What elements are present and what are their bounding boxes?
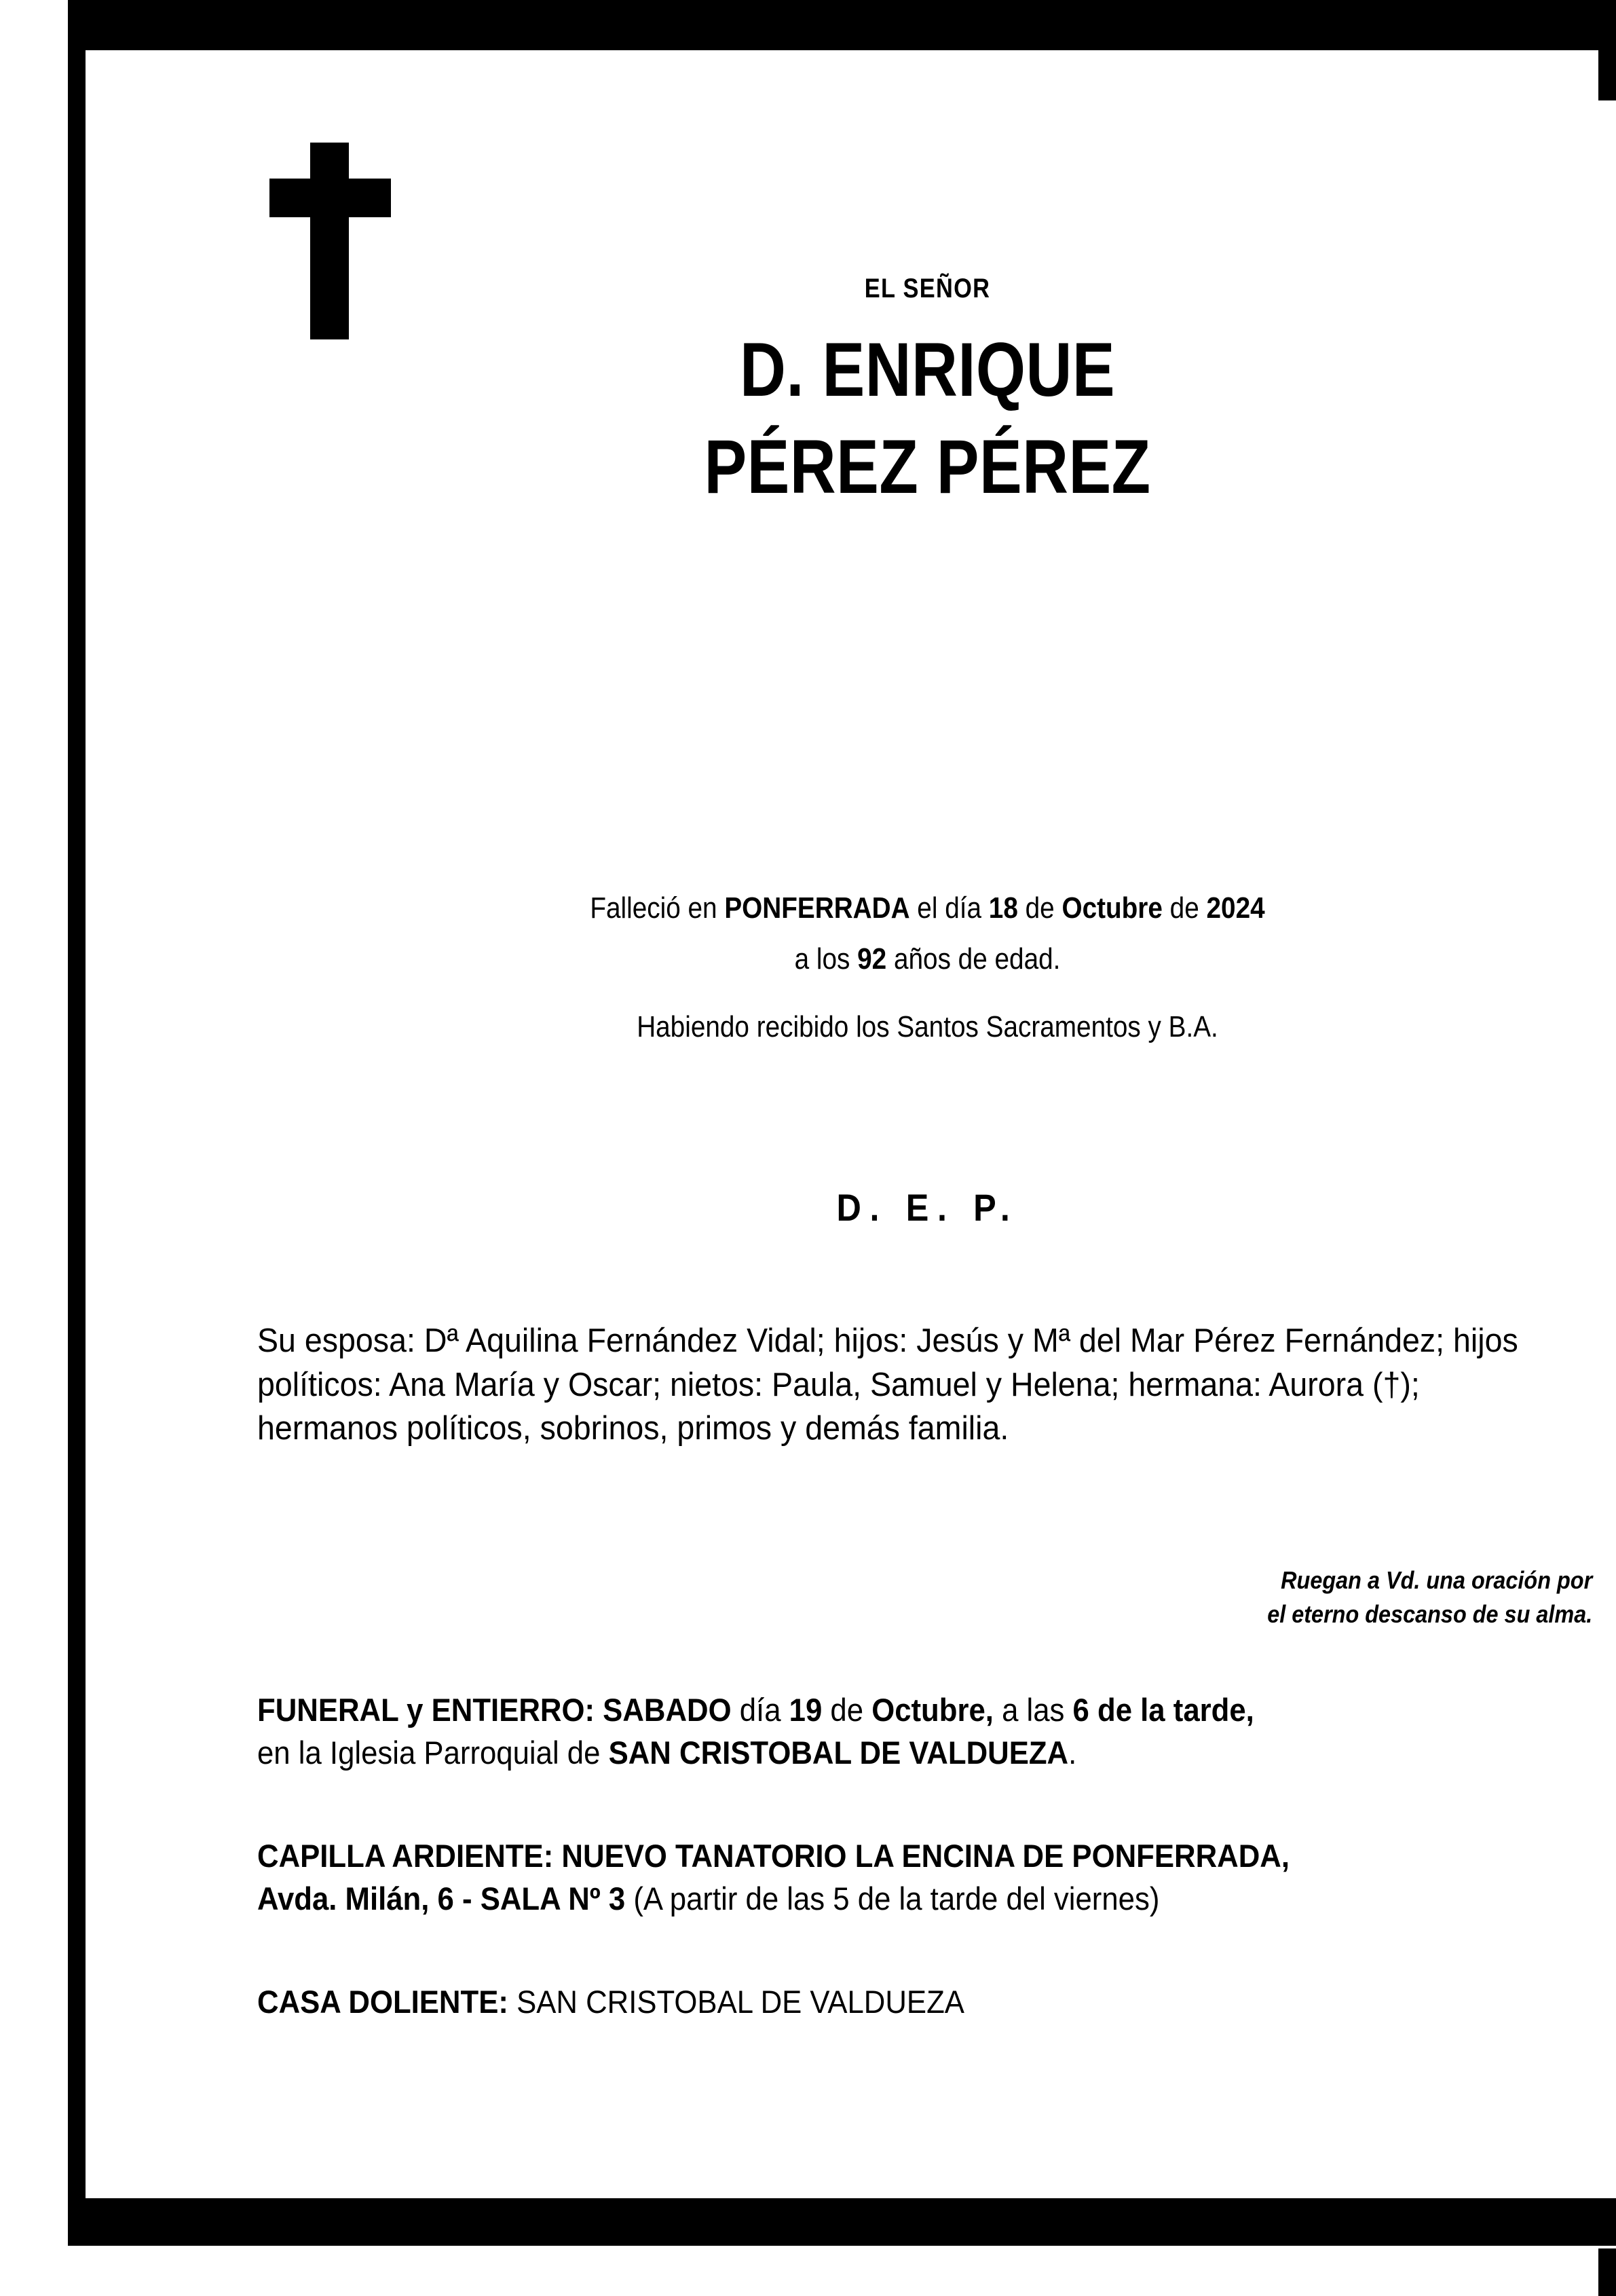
family-members-paragraph: Su esposa: Dª Aquilina Fernández Vidal; hijos: Jesús y Mª del Mar Pérez Fernández; hijos políticos: Ana María y Oscar; nietos: Paula, Samuel y Helena; hermana: Aurora (†); hermanos políticos, sobrinos, primos y demás familia.	[257, 1319, 1521, 1451]
casa-line	[257, 1981, 1520, 2024]
funeral-line-2	[257, 1732, 1520, 1775]
capilla-label: CAPILLA ARDIENTE	[257, 1838, 544, 1874]
age-line	[262, 942, 1594, 976]
funeral-church-prefix: en la Iglesia Parroquial de	[257, 1735, 609, 1771]
funeral-month: Octubre,	[871, 1692, 994, 1728]
cross-vertical-bar	[310, 143, 349, 339]
sacraments-line: Habiendo recibido los Santos Sacramentos y B.A.	[262, 1010, 1594, 1044]
prayer-line-1: Ruegan a Vd. una oración por	[1267, 1563, 1592, 1597]
capilla-ardiente-details	[257, 1835, 1520, 1921]
honorific-label: EL SEÑOR	[277, 274, 1578, 304]
capilla-line-1	[257, 1835, 1520, 1878]
funeral-de-word: de	[822, 1692, 871, 1728]
dep-abbreviation: D. E. P.	[246, 1185, 1608, 1229]
casa-value: SAN CRISTOBAL DE VALDUEZA	[508, 1984, 964, 2020]
latin-cross-icon	[269, 143, 392, 339]
capilla-colon: :	[544, 1838, 562, 1874]
age-prefix: a los	[795, 942, 858, 976]
deceased-name-line-1: D. ENRIQUE	[292, 321, 1562, 418]
funeral-alas-word: a las	[994, 1692, 1073, 1728]
death-mid-2: de	[1018, 891, 1062, 925]
funeral-line-1	[257, 1689, 1520, 1732]
funeral-details	[257, 1689, 1520, 1775]
death-prefix: Falleció en	[590, 891, 724, 925]
death-year: 2024	[1207, 891, 1265, 925]
notice-sheet	[171, 100, 1616, 2248]
cross-horizontal-bar	[269, 179, 391, 217]
funeral-dia-word: día	[732, 1692, 789, 1728]
capilla-hours: (A partir de las 5 de la tarde del viernes)	[625, 1881, 1159, 1917]
death-mid-1: el día	[910, 891, 989, 925]
prayer-line-2: el eterno descanso de su alma.	[1267, 1597, 1592, 1631]
funeral-church-suffix: .	[1068, 1735, 1076, 1771]
deceased-name-line-2: PÉREZ PÉREZ	[292, 418, 1562, 515]
death-date-line	[262, 891, 1594, 925]
age-suffix: años de edad.	[886, 942, 1060, 976]
funeral-notice-card	[68, 0, 1616, 2246]
funeral-time: 6 de la tarde,	[1073, 1692, 1254, 1728]
capilla-venue: NUEVO TANATORIO LA ENCINA DE PONFERRADA,	[561, 1838, 1290, 1874]
death-day: 18	[989, 891, 1018, 925]
capilla-line-2	[257, 1878, 1520, 1921]
prayer-request	[1267, 1563, 1592, 1631]
death-mid-3: de	[1163, 891, 1207, 925]
funeral-church-name: SAN CRISTOBAL DE VALDUEZA	[609, 1735, 1069, 1771]
death-place: PONFERRADA	[724, 891, 909, 925]
funeral-day: 19	[789, 1692, 823, 1728]
capilla-address: Avda. Milán, 6 - SALA Nº 3	[257, 1881, 625, 1917]
age-value: 92	[857, 942, 886, 976]
funeral-label: FUNERAL y ENTIERRO: SABADO	[257, 1692, 732, 1728]
deceased-name	[292, 321, 1562, 516]
casa-doliente-details	[257, 1981, 1520, 2024]
frame-border-bottom	[68, 2198, 1616, 2246]
casa-label: CASA DOLIENTE:	[257, 1984, 508, 2020]
death-month: Octubre	[1061, 891, 1162, 925]
